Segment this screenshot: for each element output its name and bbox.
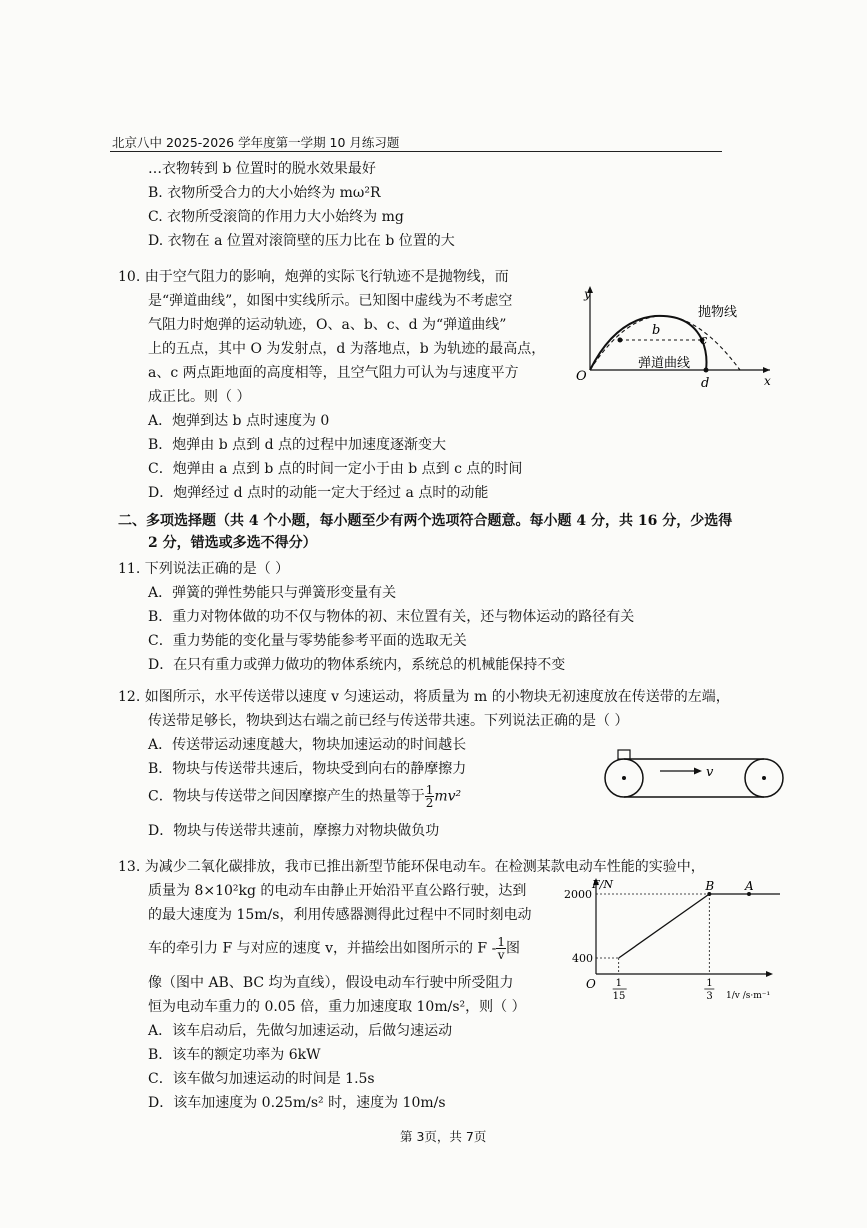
q10-option-b: B．炮弹由 b 点到 d 点的过程中加速度逐渐变大 [148, 437, 447, 453]
tick-third-num: 1 [706, 978, 713, 989]
section2-heading-1: 二、多项选择题（共 4 个小题，每小题至少有两个选项符合题意。每小题 4 分，共 16 分，少选得 [118, 513, 733, 529]
ballistic-label: 弹道曲线 [638, 356, 691, 371]
q10-stem-5: a、c 两点距地面的高度相等，且空气阻力可认为与速度平方 [148, 365, 519, 381]
q11-option-c: C．重力势能的变化量与零势能参考平面的选取无关 [148, 633, 467, 649]
velocity-arrowhead [694, 768, 702, 775]
q10-stem-1: 10. 由于空气阻力的影响，炮弹的实际飞行轨迹不是抛物线，而 [118, 269, 509, 285]
q10-stem-2: 是“弹道曲线”，如图中实线所示。已知图中虚线为不考虑空 [148, 293, 513, 309]
parabola-label: 抛物线 [698, 305, 738, 320]
point-c-label: c [700, 333, 708, 348]
y-label: y [584, 287, 591, 301]
q10-stem-3: 气阻力时炮弹的运动轨迹，O、a、b、c、d 为“弹道曲线” [148, 317, 507, 333]
chart-y-axis-label: F/N [592, 878, 613, 891]
conveyor-figure [598, 748, 793, 810]
chart-point-b-label: B [705, 879, 715, 893]
half-num: 1 [425, 783, 434, 797]
q13-stem-4-tail: 图 [505, 940, 520, 957]
velocity-label: v [706, 765, 714, 780]
trajectory-figure [570, 282, 785, 392]
q9-option-d: D. 衣物在 a 位置对滚筒壁的压力比在 b 位置的大 [148, 233, 455, 249]
point-d-label: d [701, 376, 710, 391]
chart-point-a-label: A [745, 879, 754, 893]
q13-stem-4 [148, 936, 520, 961]
q11-stem: 11. 下列说法正确的是（ ） [118, 561, 290, 577]
q11-option-d: D．在只有重力或弹力做功的物体系统内，系统总的机械能保持不变 [148, 657, 566, 673]
right-axle [762, 776, 766, 780]
tick-fifteenth-num: 1 [615, 978, 623, 989]
force-inverse-velocity-chart [560, 876, 780, 1010]
q10-option-d: D．炮弹经过 d 点时的动能一定大于经过 a 点时的动能 [148, 485, 489, 501]
frac-num: 1 [497, 935, 505, 949]
header-rule [110, 151, 722, 152]
q10-stem-4: 上的五点，其中 O 为发射点，d 为落地点，b 为轨迹的最高点， [148, 341, 546, 357]
q13-stem-6: 恒为电动车重力的 0.05 倍，重力加速度取 10m/s²，则（ ） [148, 999, 526, 1015]
tick-third-den: 3 [706, 991, 713, 1002]
q12-option-d: D．物块与传送带共速前，摩擦力对物块做负功 [148, 823, 440, 839]
q9-option-c: C. 衣物所受滚筒的作用力大小始终为 mg [148, 209, 404, 225]
left-axle [622, 776, 626, 780]
q12-option-b: B．物块与传送带共速后，物块受到向右的静摩擦力 [148, 761, 467, 777]
point-b-label: b [652, 323, 661, 338]
q9-option-a: …衣物转到 b 位置时的脱水效果最好 [148, 161, 376, 177]
q13-option-a: A．该车启动后，先做匀加速运动，后做匀速运动 [148, 1023, 453, 1039]
q13-stem-2: 质量为 8×10²kg 的电动车由静止开始沿平直公路行驶，达到 [148, 883, 527, 899]
x-axis-arrow [763, 367, 770, 373]
chart-x-arrow [766, 971, 773, 977]
q12-option-c-text: C．物块与传送带之间因摩擦产生的热量等于 [148, 788, 425, 805]
q13-option-c: C．该车做匀加速运动的时间是 1.5s [148, 1071, 375, 1087]
q10-option-a: A．炮弹到达 b 点时速度为 0 [148, 413, 330, 429]
q13-stem-5: 像（图中 AB、BC 均为直线），假设电动车行驶中所受阻力 [148, 975, 514, 991]
x-label: x [764, 374, 771, 388]
block [618, 750, 630, 759]
q13-option-d: D．该车加速度为 0.25m/s² 时，速度为 10m/s [148, 1095, 446, 1111]
q10-stem-6: 成正比。则（ ） [148, 389, 251, 405]
q11-option-b: B．重力对物体做的功不仅与物体的初、末位置有关，还与物体运动的路径有关 [148, 609, 635, 625]
q12-stem-1: 12. 如图所示，水平传送带以速度 v 匀速运动，将质量为 m 的小物块无初速度放在传送带的左端， [118, 689, 730, 705]
q11-option-a: A．弹簧的弹性势能只与弹簧形变量有关 [148, 585, 397, 601]
q10-option-c: C．炮弹由 a 点到 b 点的时间一定小于由 b 点到 c 点的时间 [148, 461, 523, 477]
q12-option-c [148, 784, 461, 809]
point-a [618, 338, 623, 343]
q13-stem-3: 的最大速度为 15m/s，利用传感器测得此过程中不同时刻电动 [148, 907, 532, 923]
half-den: 2 [425, 796, 434, 810]
q12-option-a: A．传送带运动速度越大，物块加速运动的时间越长 [148, 737, 467, 753]
q13-stem-1: 13. 为减少二氧化碳排放，我市已推出新型节能环保电动车。在检测某款电动车性能的实验中， [118, 859, 705, 875]
tick-fifteenth-den: 15 [612, 991, 626, 1002]
tick-2000: 2000 [564, 888, 592, 901]
half-fraction [425, 784, 435, 809]
chart-x-axis-label: 1/v /s·m⁻¹ [726, 991, 771, 1001]
q13-stem-4-text: 车的牵引力 F 与对应的速度 v，并描绘出如图所示的 F - [148, 940, 497, 957]
q13-option-b: B．该车的额定功率为 6kW [148, 1047, 321, 1063]
page-footer: 第 3页，共 7页 [400, 1129, 487, 1144]
frac-den: v [497, 948, 505, 962]
section2-heading-2: 2 分，错选或多选不得分） [148, 535, 317, 551]
point-d-dot [704, 368, 709, 373]
tick-400: 400 [572, 952, 593, 965]
origin-label: O [576, 369, 587, 384]
q12-stem-2: 传送带足够长，物块到达右端之前已经与传送带共速。下列说法正确的是（ ） [148, 713, 629, 729]
q9-option-b: B. 衣物所受合力的大小始终为 mω²R [148, 185, 381, 201]
q12-option-c-tail: mv² [434, 788, 462, 805]
chart-origin: O [586, 977, 596, 991]
segment-bc [619, 894, 710, 958]
one-over-v-fraction [496, 936, 506, 961]
page-header: 北京八中 2025-2026 学年度第一学期 10 月练习题 [112, 135, 400, 150]
